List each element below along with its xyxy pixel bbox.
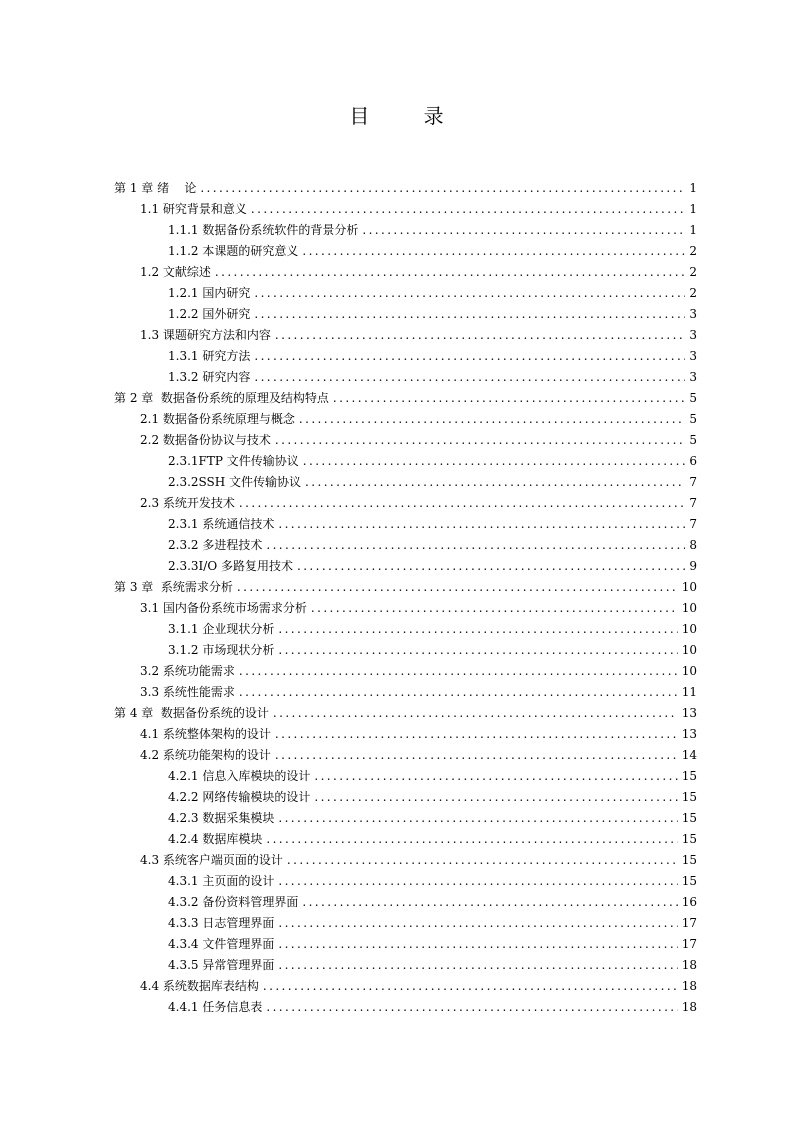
toc-dot-leader — [266, 829, 677, 850]
toc-dot-leader — [266, 997, 677, 1018]
toc-dot-leader — [333, 388, 685, 409]
toc-dot-leader — [278, 640, 677, 661]
toc-entry[interactable] — [0, 409, 793, 430]
toc-entry-label: 2.2 数据备份协议与技术 — [140, 433, 271, 447]
toc-dot-leader — [273, 703, 678, 724]
toc-entry-page-number: 7 — [689, 496, 697, 510]
toc-entry[interactable] — [0, 619, 793, 640]
toc-dot-leader — [362, 220, 685, 241]
toc-dot-leader — [297, 556, 685, 577]
toc-entry[interactable] — [0, 199, 793, 220]
toc-entry-label: 1.3.2 研究内容 — [168, 370, 251, 384]
toc-entry-label: 3.1.1 企业现状分析 — [168, 622, 275, 636]
toc-entry-page-number: 2 — [689, 265, 697, 279]
toc-entry[interactable] — [0, 346, 793, 367]
toc-entry[interactable] — [0, 640, 793, 661]
toc-entry-page-number: 3 — [689, 307, 697, 321]
toc-dot-leader — [302, 892, 677, 913]
toc-entry-page-number: 18 — [681, 979, 697, 993]
toc-entry-page-number: 18 — [681, 1000, 697, 1014]
toc-entry-label: 第 2 章 数据备份系统的原理及结构特点 — [114, 391, 329, 405]
toc-entry-label: 4.3.1 主页面的设计 — [168, 874, 275, 888]
toc-entry-label: 2.3.1 系统通信技术 — [168, 517, 275, 531]
toc-entry[interactable] — [0, 556, 793, 577]
toc-entry-label: 2.3.2 多进程技术 — [168, 538, 263, 552]
toc-dot-leader — [275, 325, 685, 346]
toc-dot-leader — [287, 850, 678, 871]
toc-entry-page-number: 10 — [681, 643, 697, 657]
toc-entry-label: 4.4.1 任务信息表 — [168, 1000, 263, 1014]
toc-entry-page-number: 18 — [681, 958, 697, 972]
toc-entry-page-number: 13 — [681, 706, 697, 720]
toc-dot-leader — [303, 451, 685, 472]
toc-entry-page-number: 15 — [681, 790, 697, 804]
toc-entry-label: 4.1 系统整体架构的设计 — [140, 727, 271, 741]
toc-entry[interactable] — [0, 955, 793, 976]
toc-entry[interactable] — [0, 577, 793, 598]
toc-entry-page-number: 13 — [681, 727, 697, 741]
toc-entry[interactable] — [0, 661, 793, 682]
toc-entry[interactable] — [0, 220, 793, 241]
toc-entry[interactable] — [0, 241, 793, 262]
toc-entry-page-number: 6 — [689, 454, 697, 468]
toc-dot-leader — [302, 241, 685, 262]
toc-entry-label: 4.3.2 备份资料管理界面 — [168, 895, 299, 909]
toc-dot-leader — [237, 577, 678, 598]
toc-dot-leader — [275, 724, 678, 745]
toc-dot-leader — [215, 262, 685, 283]
toc-entry-label: 2.3.1FTP 文件传输协议 — [168, 454, 299, 468]
toc-entry-label: 1.3.1 研究方法 — [168, 349, 251, 363]
toc-entry-page-number: 15 — [681, 811, 697, 825]
toc-entry-page-number: 3 — [689, 328, 697, 342]
toc-dot-leader — [278, 871, 677, 892]
toc-entry-label: 1.1.1 数据备份系统软件的背景分析 — [168, 223, 359, 237]
toc-entry[interactable] — [0, 283, 793, 304]
page-title: 目 录 — [349, 104, 468, 128]
toc-dot-leader — [278, 934, 677, 955]
toc-dot-leader — [299, 409, 685, 430]
toc-entry-page-number: 14 — [681, 748, 697, 762]
toc-entry-label: 4.2.2 网络传输模块的设计 — [168, 790, 311, 804]
toc-entry[interactable] — [0, 871, 793, 892]
toc-entry-page-number: 5 — [689, 433, 697, 447]
toc-dot-leader — [254, 283, 685, 304]
toc-entry-page-number: 7 — [689, 475, 697, 489]
toc-entry[interactable] — [0, 514, 793, 535]
toc-entry[interactable] — [0, 472, 793, 493]
toc-entry-page-number: 10 — [681, 580, 697, 594]
toc-entry-page-number: 10 — [681, 622, 697, 636]
toc-entry-page-number: 15 — [681, 874, 697, 888]
toc-entry[interactable] — [0, 787, 793, 808]
toc-dot-leader — [311, 598, 678, 619]
toc-entry[interactable] — [0, 703, 793, 724]
toc-dot-leader — [278, 514, 685, 535]
toc-dot-leader — [239, 682, 678, 703]
toc-entry-page-number: 11 — [681, 685, 697, 699]
toc-entry-label: 4.2.1 信息入库模块的设计 — [168, 769, 311, 783]
toc-entry-label: 1.2 文献综述 — [140, 265, 211, 279]
toc-entry-page-number: 3 — [689, 349, 697, 363]
toc-dot-leader — [278, 619, 677, 640]
toc-dot-leader — [305, 472, 685, 493]
toc-entry[interactable] — [0, 976, 793, 997]
toc-entry-page-number: 17 — [681, 916, 697, 930]
toc-entry-label: 2.3.3I/O 多路复用技术 — [168, 559, 293, 573]
toc-entry-page-number: 2 — [689, 244, 697, 258]
toc-dot-leader — [254, 304, 685, 325]
toc-entry[interactable] — [0, 724, 793, 745]
toc-entry[interactable] — [0, 997, 793, 1018]
toc-dot-leader — [278, 808, 677, 829]
toc-entry-label: 3.3 系统性能需求 — [140, 685, 235, 699]
toc-entry-label: 2.3 系统开发技术 — [140, 496, 235, 510]
toc-entry-label: 4.3.3 日志管理界面 — [168, 916, 275, 930]
toc-entry[interactable] — [0, 262, 793, 283]
toc-entry-label: 4.3 系统客户端页面的设计 — [140, 853, 283, 867]
toc-entry-label: 4.2 系统功能架构的设计 — [140, 748, 271, 762]
toc-dot-leader — [251, 199, 685, 220]
toc-entry[interactable] — [0, 451, 793, 472]
toc-entry[interactable] — [0, 430, 793, 451]
toc-entry-page-number: 2 — [689, 286, 697, 300]
toc-entry-label: 4.2.4 数据库模块 — [168, 832, 263, 846]
toc-entry[interactable] — [0, 934, 793, 955]
toc-entry-page-number: 5 — [689, 412, 697, 426]
toc-entry[interactable] — [0, 388, 793, 409]
toc-entry-page-number: 9 — [689, 559, 697, 573]
toc-dot-leader — [200, 178, 685, 199]
toc-dot-leader — [254, 346, 685, 367]
toc-entry-page-number: 3 — [689, 370, 697, 384]
toc-entry-label: 1.1.2 本课题的研究意义 — [168, 244, 299, 258]
toc-dot-leader — [275, 745, 678, 766]
toc-entry-label: 第 1 章 绪 论 — [114, 181, 197, 195]
toc-entry[interactable] — [0, 745, 793, 766]
toc-entry[interactable] — [0, 682, 793, 703]
toc-entry[interactable] — [0, 325, 793, 346]
toc-entry-label: 4.3.5 异常管理界面 — [168, 958, 275, 972]
toc-entry[interactable] — [0, 178, 793, 199]
toc-entry-label: 1.2.2 国外研究 — [168, 307, 251, 321]
toc-entry-label: 2.3.2SSH 文件传输协议 — [168, 475, 302, 489]
toc-entry-page-number: 15 — [681, 769, 697, 783]
toc-entry-label: 3.2 系统功能需求 — [140, 664, 235, 678]
toc-entry[interactable] — [0, 304, 793, 325]
toc-entry-label: 第 4 章 数据备份系统的设计 — [114, 706, 269, 720]
toc-dot-leader — [254, 367, 685, 388]
toc-entry-page-number: 17 — [681, 937, 697, 951]
toc-entry[interactable] — [0, 766, 793, 787]
toc-entry[interactable] — [0, 913, 793, 934]
toc-entry-page-number: 7 — [689, 517, 697, 531]
toc-entry-page-number: 10 — [681, 664, 697, 678]
toc-entry[interactable] — [0, 829, 793, 850]
toc-entry[interactable] — [0, 808, 793, 829]
toc-dot-leader — [263, 976, 678, 997]
table-of-contents — [0, 178, 793, 1018]
toc-dot-leader — [314, 787, 677, 808]
toc-dot-leader — [314, 766, 677, 787]
toc-entry-page-number: 5 — [689, 391, 697, 405]
toc-entry-label: 1.2.1 国内研究 — [168, 286, 251, 300]
toc-entry[interactable] — [0, 850, 793, 871]
toc-entry[interactable] — [0, 535, 793, 556]
toc-entry-page-number: 15 — [681, 832, 697, 846]
toc-entry-page-number: 15 — [681, 853, 697, 867]
toc-entry-label: 1.1 研究背景和意义 — [140, 202, 247, 216]
toc-entry-page-number: 1 — [689, 181, 697, 195]
toc-entry-page-number: 1 — [689, 223, 697, 237]
toc-entry[interactable] — [0, 367, 793, 388]
toc-dot-leader — [266, 535, 685, 556]
toc-entry-page-number: 8 — [689, 538, 697, 552]
toc-entry-page-number: 10 — [681, 601, 697, 615]
toc-entry[interactable] — [0, 493, 793, 514]
toc-entry-page-number: 16 — [681, 895, 697, 909]
toc-entry-label: 4.3.4 文件管理界面 — [168, 937, 275, 951]
toc-entry-page-number: 1 — [689, 202, 697, 216]
toc-dot-leader — [278, 955, 677, 976]
toc-dot-leader — [278, 913, 677, 934]
toc-entry-label: 2.1 数据备份系统原理与概念 — [140, 412, 295, 426]
toc-entry[interactable] — [0, 598, 793, 619]
toc-entry-label: 4.4 系统数据库表结构 — [140, 979, 259, 993]
toc-dot-leader — [239, 493, 685, 514]
toc-entry[interactable] — [0, 892, 793, 913]
toc-dot-leader — [275, 430, 685, 451]
toc-entry-label: 1.3 课题研究方法和内容 — [140, 328, 271, 342]
toc-entry-label: 4.2.3 数据采集模块 — [168, 811, 275, 825]
toc-entry-label: 3.1.2 市场现状分析 — [168, 643, 275, 657]
toc-entry-label: 3.1 国内备份系统市场需求分析 — [140, 601, 307, 615]
toc-dot-leader — [239, 661, 678, 682]
toc-entry-label: 第 3 章 系统需求分析 — [114, 580, 233, 594]
